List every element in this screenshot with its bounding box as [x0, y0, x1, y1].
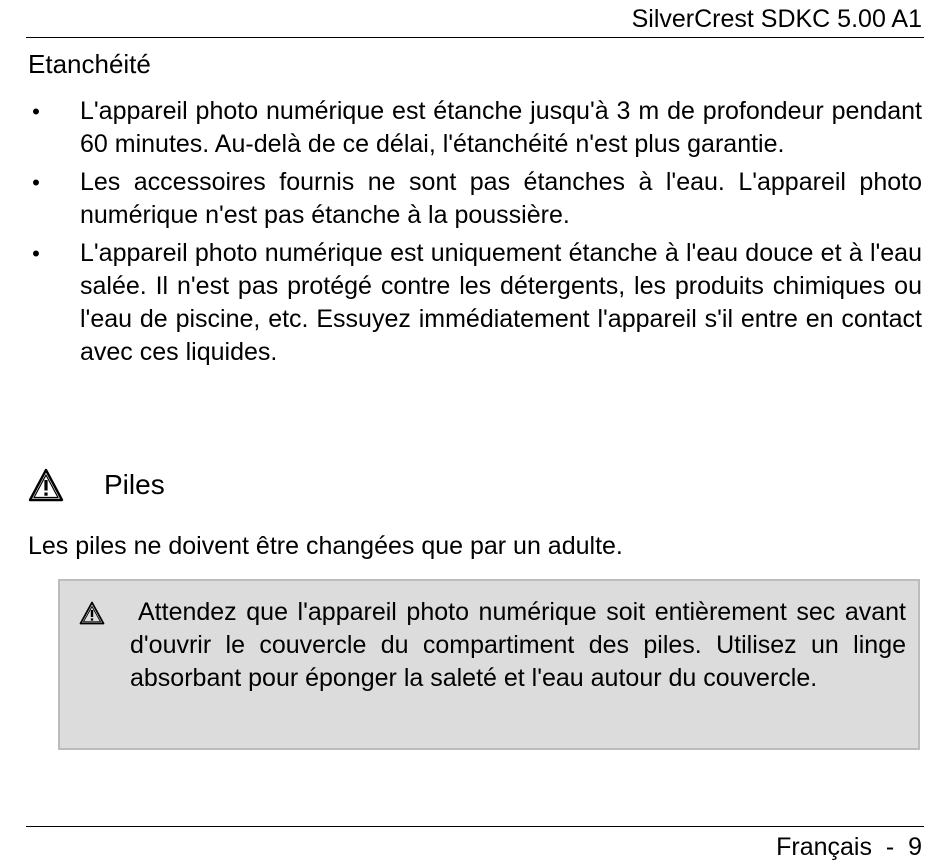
warning-note-box: [58, 579, 920, 750]
document-header-title: SilverCrest SDKC 5.00 A1: [631, 5, 922, 33]
page-footer: Français - 9: [776, 833, 922, 861]
bullet-dot-icon: •: [32, 241, 40, 266]
bullet-dot-icon: •: [32, 170, 40, 195]
batteries-intro-text: Les piles ne doivent être changées que par un adulte.: [28, 532, 623, 560]
warning-note-text: Attendez que l'appareil photo numérique soit entièrement sec avant d'ouvrir le couvercle du compartiment des piles. Utilisez un linge absorbant pour éponger la saleté et l'eau autour du couvercle.: [130, 598, 906, 692]
warning-triangle-icon: [28, 468, 64, 502]
header-divider: [26, 37, 924, 38]
section-heading-batteries: Piles: [104, 469, 165, 500]
bullet-text: L'appareil photo numérique est uniquement étanche à l'eau douce et à l'eau salée. Il n'est pas protégé contre les détergents, les produits chimiques ou l'eau de piscine, etc. Essuyez immédiatement l'appareil s'il entre en contact avec ces liquides.: [80, 239, 922, 366]
bullet-text: L'appareil photo numérique est étanche jusqu'à 3 m de profondeur pendant 60 minutes. Au-delà de ce délai, l'étanchéité n'est plus garantie.: [80, 97, 922, 158]
bullet-item: [28, 95, 922, 161]
bullet-item: [28, 166, 922, 232]
bullet-text: Les accessoires fournis ne sont pas étanches à l'eau. L'appareil photo numérique n'est pas étanche à la poussière.: [80, 168, 922, 229]
section-heading-waterproof: Etanchéité: [28, 49, 151, 79]
waterproof-bullet-list: [28, 95, 922, 374]
bullet-dot-icon: •: [32, 99, 40, 124]
footer-divider: [26, 826, 924, 827]
warning-triangle-icon: [79, 601, 105, 625]
bullet-item: [28, 237, 922, 369]
